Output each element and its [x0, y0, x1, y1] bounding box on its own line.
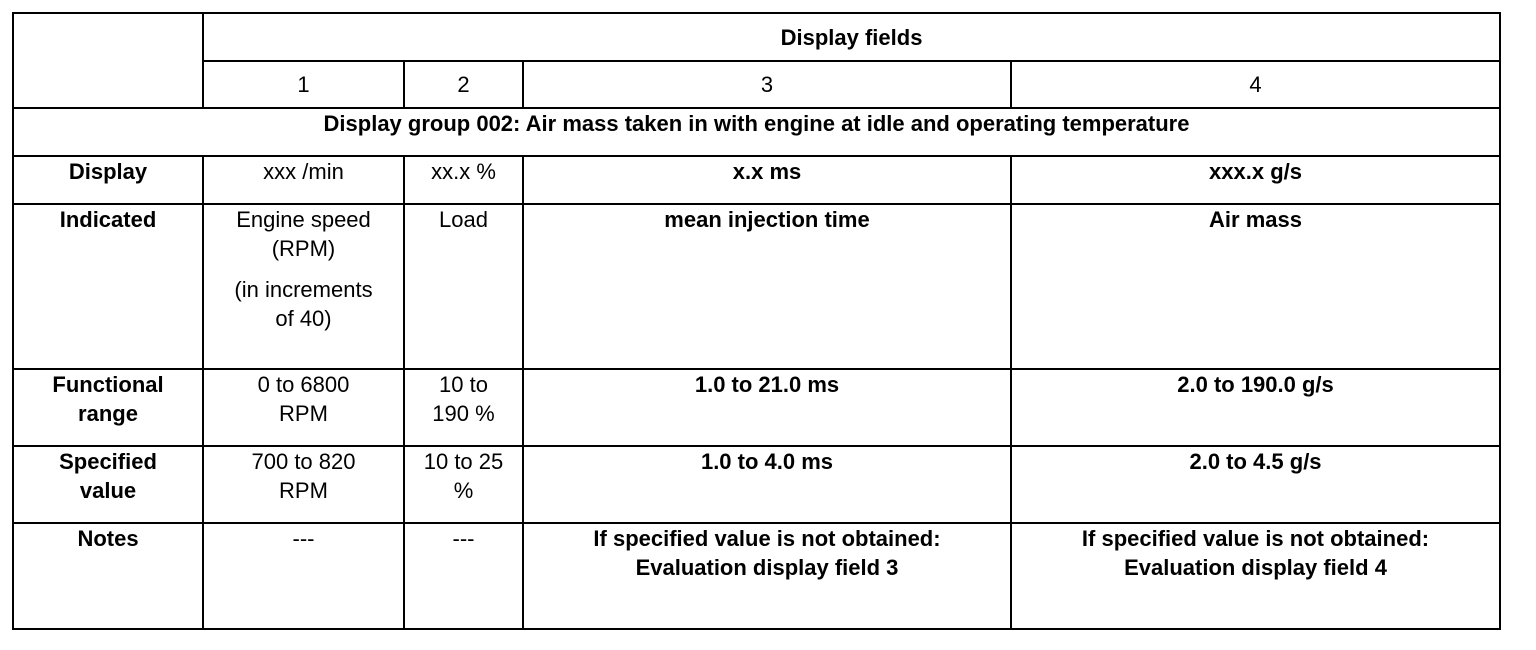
field-number-row	[13, 61, 1500, 108]
specified-value-field-2-line-1: 10 to 25	[423, 449, 504, 474]
notes-field-4-line-1: If specified value is not obtained:	[1081, 526, 1430, 551]
functional-range-field-3: 1.0 to 21.0 ms	[523, 369, 1011, 446]
display-row-label: Display	[13, 156, 203, 204]
specified-value-label-line-1: Specified	[59, 449, 157, 474]
display-field-1: xxx /min	[203, 156, 404, 204]
specified-value-field-1-line-1: 700 to 820	[251, 449, 356, 474]
notes-label: Notes	[13, 523, 203, 629]
display-fields-header: Display fields	[203, 13, 1500, 61]
display-row	[13, 156, 1500, 204]
display-group-title: Display group 002: Air mass taken in with engine at idle and operating temperature	[13, 108, 1500, 156]
notes-field-1: ---	[203, 523, 404, 629]
specified-value-label-line-2: value	[79, 478, 137, 503]
display-group-table	[12, 12, 1501, 630]
indicated-field-4: Air mass	[1011, 204, 1500, 369]
functional-range-label	[13, 369, 203, 446]
notes-row	[13, 523, 1500, 629]
functional-range-row	[13, 369, 1500, 446]
notes-field-3-line-1: If specified value is not obtained:	[593, 526, 941, 551]
functional-range-field-1	[203, 369, 404, 446]
group-title-row	[13, 108, 1500, 156]
field-number-1: 1	[203, 61, 404, 108]
display-field-2: xx.x %	[404, 156, 523, 204]
field-number-4: 4	[1011, 61, 1500, 108]
indicated-field-1-line-2: (RPM)	[271, 236, 336, 261]
notes-field-2: ---	[404, 523, 523, 629]
indicated-field-1-line-3: (in increments	[234, 277, 373, 302]
display-field-4: xxx.x g/s	[1011, 156, 1500, 204]
notes-field-3-line-2: Evaluation display field 3	[635, 555, 899, 580]
header-row	[13, 13, 1500, 61]
notes-field-4	[1011, 523, 1500, 629]
specified-value-label	[13, 446, 203, 523]
specified-value-row	[13, 446, 1500, 523]
indicated-field-3: mean injection time	[523, 204, 1011, 369]
functional-range-field-2-line-2: 190 %	[432, 401, 495, 426]
specified-value-field-2-line-2: %	[453, 478, 474, 503]
field-number-3: 3	[523, 61, 1011, 108]
indicated-field-1-line-1: Engine speed	[236, 207, 371, 232]
functional-range-field-2-line-1: 10 to	[439, 372, 488, 397]
corner-cell	[13, 13, 203, 108]
specified-value-field-3: 1.0 to 4.0 ms	[523, 446, 1011, 523]
functional-range-field-4: 2.0 to 190.0 g/s	[1011, 369, 1500, 446]
specified-value-field-1-line-2: RPM	[279, 478, 328, 503]
functional-range-label-line-1: Functional	[52, 372, 164, 397]
indicated-field-1-line-4: of 40)	[275, 306, 332, 331]
functional-range-field-1-line-2: RPM	[279, 401, 328, 426]
notes-field-3	[523, 523, 1011, 629]
functional-range-label-line-2: range	[78, 401, 138, 426]
indicated-field-1	[203, 204, 404, 369]
display-field-3: x.x ms	[523, 156, 1011, 204]
notes-field-4-line-2: Evaluation display field 4	[1124, 555, 1387, 580]
specified-value-field-2	[404, 446, 523, 523]
specified-value-field-1	[203, 446, 404, 523]
specified-value-field-4: 2.0 to 4.5 g/s	[1011, 446, 1500, 523]
functional-range-field-1-line-1: 0 to 6800	[257, 372, 350, 397]
field-number-2: 2	[404, 61, 523, 108]
functional-range-field-2	[404, 369, 523, 446]
indicated-field-2: Load	[404, 204, 523, 369]
indicated-row	[13, 204, 1500, 369]
indicated-row-label: Indicated	[13, 204, 203, 369]
